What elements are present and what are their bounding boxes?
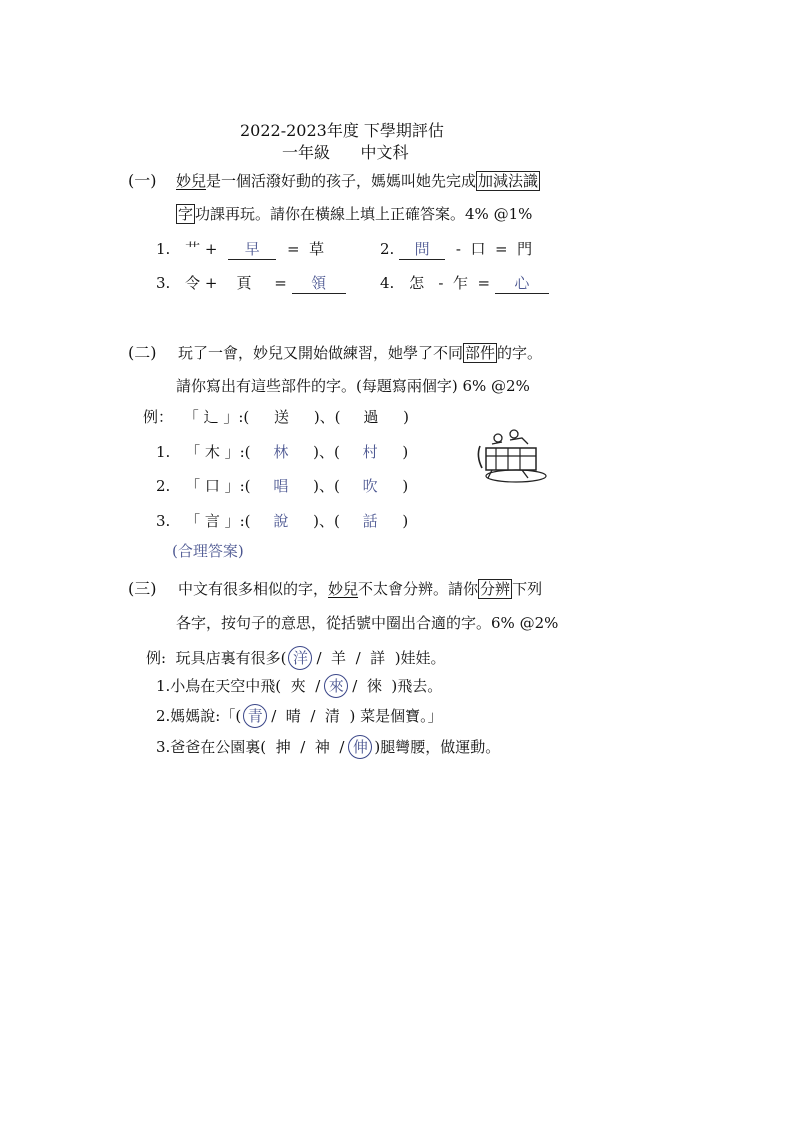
section-1-line-1: 妙兒是一個活潑好動的孩子，媽媽叫她先完成 加減法識 bbox=[176, 172, 539, 190]
answer-blank: 早 bbox=[228, 238, 276, 260]
s3-question-1: 1.小鳥在天空中飛( 夾 / 來 / 徠 )飛去。 bbox=[156, 674, 442, 698]
answer-blank: 問 bbox=[399, 238, 445, 260]
circled-answer: 來 bbox=[324, 674, 348, 698]
section-3-line-2: 各字，按句子的意思，從括號中圈出合適的字。6% @2% bbox=[176, 614, 559, 632]
boxed-word: 分辨 bbox=[480, 580, 511, 598]
s3-example: 例: 玩具店裏有很多( 洋 / 羊 / 詳 )娃娃。 bbox=[146, 646, 446, 670]
section-2-line-2: 請你寫出有這些部件的字。(每題寫兩個字) 6% @2% bbox=[176, 377, 530, 395]
answer-blank: 心 bbox=[495, 272, 549, 294]
s2-row-2: 2. 「 口 」:( 唱 )、( 吹 ) bbox=[156, 477, 409, 495]
s1-question-3: 3. 令 + 頁 = 領 bbox=[156, 272, 346, 294]
name-miao-er: 妙兒 bbox=[176, 172, 207, 190]
circled-answer: 洋 bbox=[288, 646, 312, 670]
boxed-char: 字 bbox=[178, 205, 194, 223]
section-2-line-1: 玩了一會，妙兒又開始做練習，她學了不同 部件 的字。 bbox=[178, 344, 543, 362]
s1-question-1: 1. 艹 + 早 = 草 bbox=[156, 240, 325, 258]
reasonable-answer-note: (合理答案) bbox=[172, 542, 244, 560]
s1-question-2: 2. 問 - 口 = 門 bbox=[380, 240, 533, 258]
section-2-number: (二) bbox=[128, 343, 157, 362]
boxed-word: 部件 bbox=[465, 344, 496, 362]
children-sketch-illustration bbox=[472, 426, 552, 486]
boxed-word: 加減法識 bbox=[478, 172, 539, 190]
s2-row-3: 3. 「 言 」:( 說 )、( 話 ) bbox=[156, 512, 409, 530]
s2-example: 例： 「 辶 」:( 送 )、( 過 ) bbox=[143, 408, 409, 426]
answer-blank: 領 bbox=[292, 272, 346, 294]
section-3-line-1: 中文有很多相似的字，妙兒不太會分辨。請你 分辨 下列 bbox=[178, 580, 543, 598]
section-1-line-2: 字 功課再玩。請你在橫線上填上正確答案。4% @1% bbox=[178, 205, 533, 223]
section-3-number: (三) bbox=[128, 579, 157, 598]
name-miao-er: 妙兒 bbox=[328, 580, 359, 598]
s3-question-3: 3.爸爸在公園裏( 抻 / 神 / 伸 )腿彎腰，做運動。 bbox=[156, 735, 500, 759]
s1-question-4: 4. 怎 - 乍 = 心 bbox=[380, 272, 549, 294]
circled-answer: 青 bbox=[243, 704, 267, 728]
section-1-number: (一) bbox=[128, 171, 157, 190]
exam-title: 2022-2023年度 下學期評估 bbox=[240, 121, 444, 140]
circled-answer: 伸 bbox=[348, 735, 372, 759]
s2-row-1: 1. 「 木 」:( 林 )、( 村 ) bbox=[156, 443, 409, 461]
exam-subtitle: 一年級 中文科 bbox=[282, 143, 409, 162]
s3-question-2: 2.媽媽說:「( 青 / 晴 / 清 ) 菜是個寶。」 bbox=[156, 704, 443, 728]
